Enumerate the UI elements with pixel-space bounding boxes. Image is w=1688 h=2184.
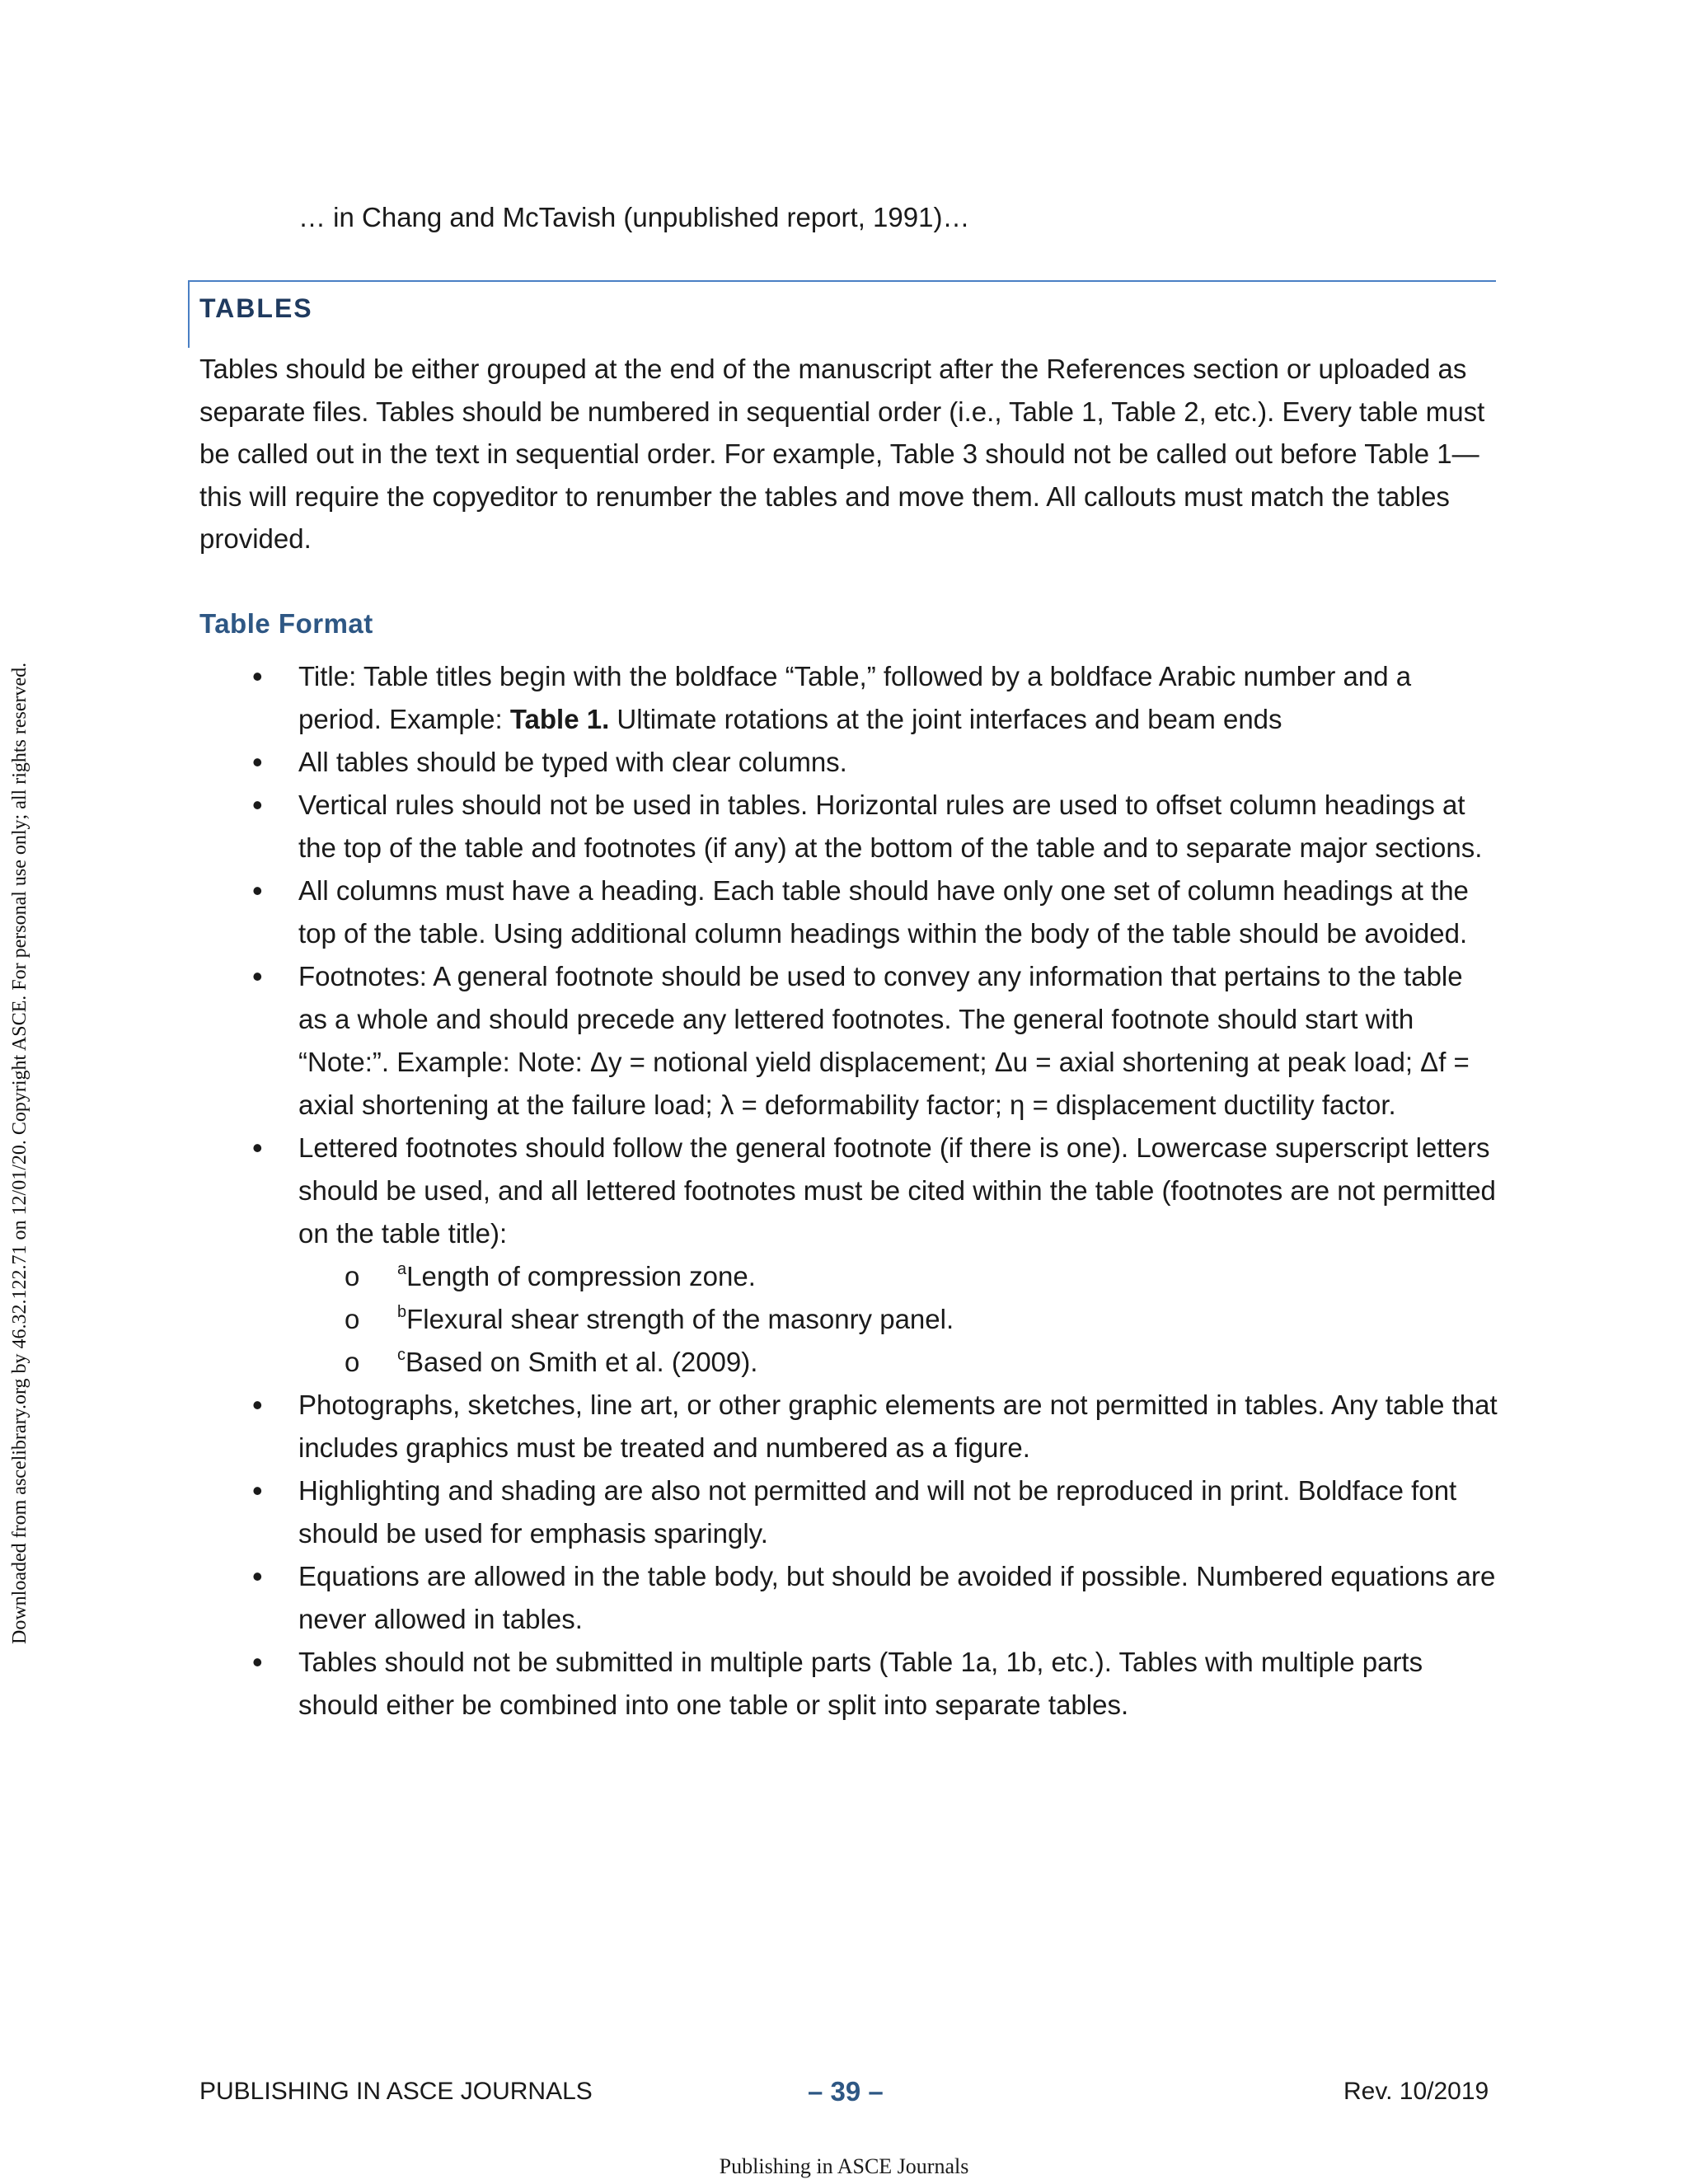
list-item-lettered-footnotes bbox=[298, 1127, 1498, 1384]
list-item-graphics: • Photographs, sketches, line art, or other graphic elements are not permitted in tables. Any table that includes graphics must be treated and numbered as a figure. bbox=[298, 1384, 1498, 1469]
footnote-example-b bbox=[397, 1298, 1498, 1341]
section-heading: TABLES bbox=[199, 293, 313, 323]
bottom-source-line: Publishing in ASCE Journals bbox=[719, 2154, 969, 2178]
section-paragraph: Tables should be either grouped at the end of the manuscript after the References section or uploaded as separate files. Tables should be numbered in sequential order (i.e., Table 1, Table 2, etc.). Every table must be called out in the text in sequential order. For example, Table 3 should not be called out before Table 1—this will require the copyeditor to renumber the tables and move them. All callouts must match the tables provided. bbox=[199, 354, 1485, 554]
list-item-title-example-text: Ultimate rotations at the joint interfaces and beam ends bbox=[609, 704, 1282, 734]
list-item-rules: • Vertical rules should not be used in tables. Horizontal rules are used to offset column headings at the top of the table and footnotes (if any) at the bottom of the table and to separate major sections. bbox=[298, 784, 1498, 869]
list-item-columns: • All tables should be typed with clear columns. bbox=[298, 741, 1498, 784]
footnote-text: Based on Smith et al. (2009). bbox=[406, 1347, 758, 1377]
footnote-letter: a bbox=[397, 1260, 407, 1278]
list-item-equations: • Equations are allowed in the table body, but should be avoided if possible. Numbered equations are never allowed in tables. bbox=[298, 1555, 1498, 1641]
footnote-text: Length of compression zone. bbox=[406, 1261, 756, 1291]
table-format-list bbox=[298, 655, 1498, 1727]
footnote-text: Flexural shear strength of the masonry panel. bbox=[406, 1304, 954, 1334]
section-heading-frame bbox=[188, 280, 1496, 348]
footer-page-number: – 39 – bbox=[808, 2076, 884, 2107]
download-watermark-text: Downloaded from ascelibrary.org by 46.32.122.71 on 12/01/20. Copyright ASCE. For personal use only; all rights reserved. bbox=[9, 662, 30, 1644]
list-item-multiple-parts: • Tables should not be submitted in multiple parts (Table 1a, 1b, etc.). Tables with multiple parts should either be combined into one table or split into separate tables. bbox=[298, 1641, 1498, 1727]
list-item-highlighting: • Highlighting and shading are also not permitted and will not be reproduced in print. Boldface font should be used for emphasis sparingly. bbox=[298, 1469, 1498, 1555]
list-item-lettered-footnotes-text: Lettered footnotes should follow the general footnote (if there is one). Lowercase superscript letters should be used, and all lettered footnotes must be cited within the table (footnotes are not permitted on the table title): bbox=[298, 1132, 1496, 1249]
footer-publication-title: PUBLISHING IN ASCE JOURNALS bbox=[199, 2078, 593, 2105]
intro-line: … in Chang and McTavish (unpublished report, 1991)… bbox=[298, 202, 970, 232]
footnote-letter: c bbox=[397, 1346, 406, 1364]
list-item-headings: • All columns must have a heading. Each table should have only one set of column headings at the top of the table. Using additional column headings within the body of the table should be avoided. bbox=[298, 869, 1498, 955]
list-item-title-example-bold: Table 1. bbox=[509, 704, 610, 734]
download-watermark bbox=[3, 0, 36, 1644]
list-item-title-text: Title: Table titles begin with the boldface “Table,” followed by a boldface Arabic number and a period. Example: bbox=[298, 661, 1412, 734]
list-item-title bbox=[298, 655, 1498, 741]
footnote-letter: b bbox=[397, 1303, 407, 1321]
list-item-footnotes: • Footnotes: A general footnote should be used to convey any information that pertains to the table as a whole and should precede any lettered footnotes. The general footnote should start with “Note:”. Example: Note: Δy = notional yield displacement; Δu = axial shortening at peak load; Δf = axial shortening at the failure load; λ = deformability factor; η = displacement ductility factor. bbox=[298, 955, 1498, 1127]
footnote-example-c bbox=[397, 1341, 1498, 1384]
table-format-heading: Table Format bbox=[199, 608, 373, 639]
footer-revision: Rev. 10/2019 bbox=[1343, 2078, 1489, 2105]
lettered-footnote-examples bbox=[298, 1255, 1498, 1384]
footnote-example-a bbox=[397, 1255, 1498, 1298]
